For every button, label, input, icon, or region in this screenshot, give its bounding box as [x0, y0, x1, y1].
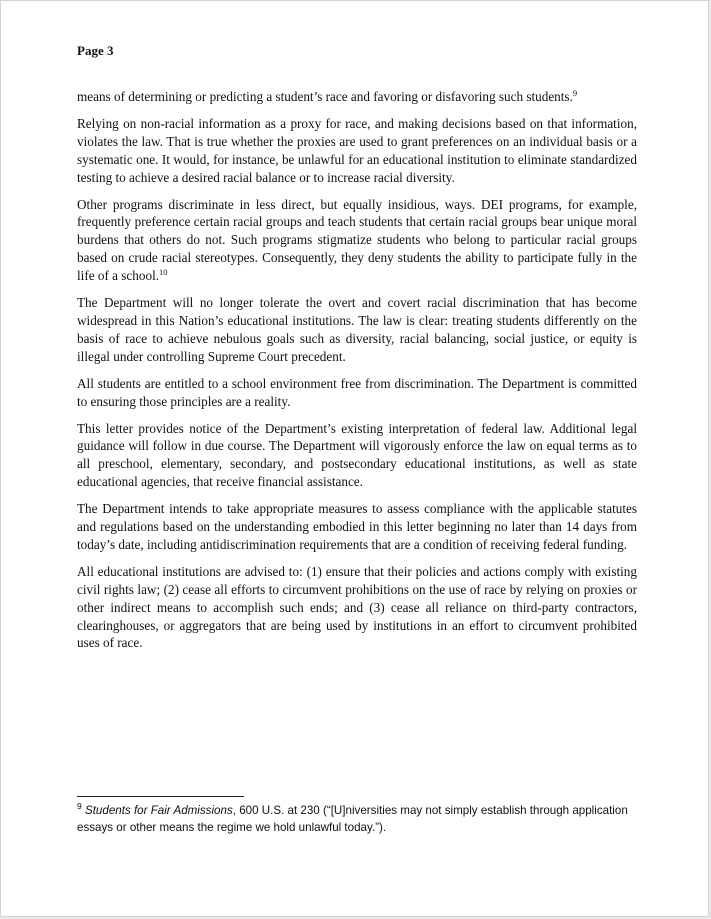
paragraph: [77, 88, 637, 106]
page-number: Page 3: [77, 43, 114, 58]
paragraph-text: All students are entitled to a school environment free from discrimination. The Department is committed to ensuring those principles are a reality.: [77, 375, 637, 409]
paragraph: [77, 115, 637, 187]
paragraph: [77, 294, 637, 366]
paragraph: [77, 420, 637, 492]
footnote: [77, 802, 639, 836]
footnote-citation: , 600 U.S. at 230 (“[U]niversities may not simply establish through application essays or other means the regime we hold unlawful today.”).: [77, 804, 628, 834]
paragraph-text: means of determining or predicting a student’s race and favoring or disfavoring such students.: [77, 89, 573, 104]
footnote-separator: [77, 796, 244, 797]
paragraph-text: Other programs discriminate in less direct, but equally insidious, ways. DEI programs, for example, frequently preference certain racial groups and teach students that certain racial groups bear unique moral burdens that others do not. Such programs stigmatize students who belong to particular racial groups based on crude racial stereotypes. Consequently, they deny students the ability to participate fully in the life of a school.: [77, 196, 637, 284]
paragraph: [77, 196, 637, 286]
footnote-case-name: Students for Fair Admissions: [84, 804, 233, 817]
footnote-number: 9: [77, 801, 82, 811]
paragraph-text: All educational institutions are advised to: (1) ensure that their policies and actions comply with existing civil rights law; (2) cease all efforts to circumvent prohibitions on the use of race by relying on proxies or other indirect means to accomplish such ends; and (3) cease all reliance on third-party contractors, clearinghouses, or aggregators that are being used by institutions in an effort to circumvent prohibited uses of race.: [77, 563, 637, 651]
letter-body: [77, 88, 637, 661]
footnote-reference[interactable]: 10: [159, 267, 168, 278]
paragraph-text: Relying on non-racial information as a proxy for race, and making decisions based on that information, violates the law. That is true whether the proxies are used to grant preferences on an individual basis or a systematic one. It would, for instance, be unlawful for an educational institution to eliminate standardized testing to achieve a desired racial balance or to increase racial diversity.: [77, 115, 637, 185]
paragraph: [77, 500, 637, 554]
footnote-reference[interactable]: 9: [572, 88, 578, 98]
paragraph-text: This letter provides notice of the Department’s existing interpretation of federal law. Additional legal guidance will follow in due course. The Department will vigorously enforce the law on equal terms as to all preschool, elementary, secondary, and postsecondary educational institutions, as well as state educational agencies, that receive financial assistance.: [77, 420, 637, 490]
paragraph-text: The Department intends to take appropriate measures to assess compliance with the applicable statutes and regulations based on the understanding embodied in this letter beginning no later than 14 days from today’s date, including antidiscrimination requirements that are a condition of receiving federal funding.: [77, 501, 637, 552]
paragraph: [77, 375, 637, 411]
paragraph-text: The Department will no longer tolerate the overt and covert racial discrimination that has become widespread in this Nation’s educational institutions. The law is clear: treating students differently on the basis of race to achieve nebulous goals such as diversity, racial balancing, social justice, or equity is illegal under controlling Supreme Court precedent.: [77, 295, 637, 364]
paragraph: [77, 563, 637, 653]
